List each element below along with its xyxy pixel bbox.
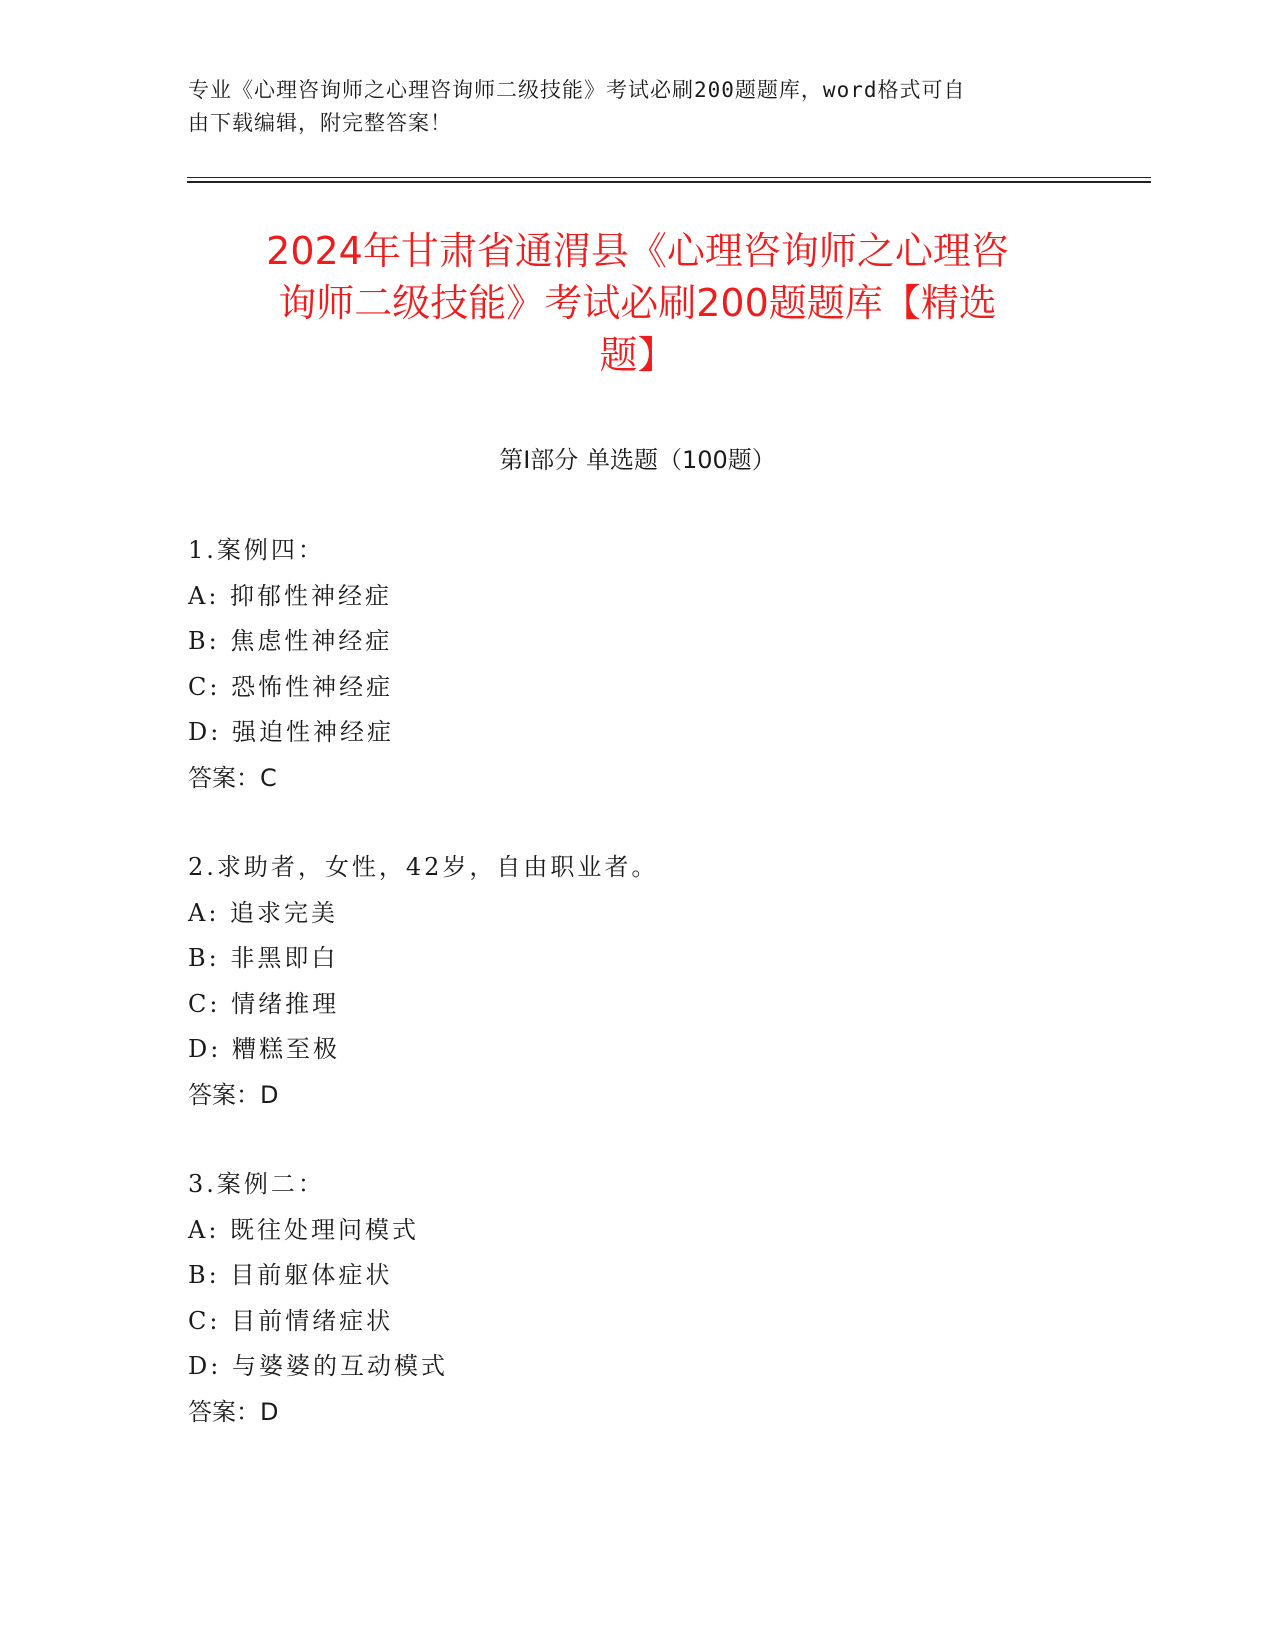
option-a: A: 追求完美 bbox=[188, 898, 339, 927]
intro-line-2: 由下载编辑，附完整答案！ bbox=[188, 111, 452, 135]
option-b: B: 目前躯体症状 bbox=[188, 1261, 393, 1289]
header-rule-thin bbox=[187, 177, 1151, 178]
option-c: C: 情绪推理 bbox=[188, 989, 340, 1018]
title-line-1: 2024年甘肃省通渭县《心理咨询师之心理咨 bbox=[266, 229, 1009, 273]
option-d: D: 糟糕至极 bbox=[188, 1035, 340, 1063]
answer: 答案：D bbox=[188, 1397, 279, 1426]
question-list bbox=[188, 528, 1138, 1479]
question-stem: 3.案例二： bbox=[188, 1170, 325, 1198]
question-stem: 2.求助者，女性，42岁，自由职业者。 bbox=[188, 853, 659, 881]
section-heading: 第Ⅰ部分 单选题（100题） bbox=[499, 446, 776, 474]
title-line-3: 题】 bbox=[599, 333, 676, 377]
option-b: B: 非黑即白 bbox=[188, 944, 339, 972]
page-title bbox=[150, 225, 1125, 381]
option-c: C: 恐怖性神经症 bbox=[188, 672, 394, 701]
answer: 答案：D bbox=[188, 1080, 279, 1109]
header-rule-thick bbox=[187, 181, 1151, 183]
question-2 bbox=[188, 845, 1138, 1118]
option-b: B: 焦虑性神经症 bbox=[188, 627, 393, 655]
intro-line-1: 专业《心理咨询师之心理咨询师二级技能》考试必刷200题题库，word格式可自 bbox=[188, 78, 966, 102]
option-a: A: 既往处理问模式 bbox=[188, 1215, 420, 1244]
question-3 bbox=[188, 1162, 1138, 1435]
option-c: C: 目前情绪症状 bbox=[188, 1306, 394, 1335]
intro-text bbox=[188, 74, 1088, 140]
option-d: D: 与婆婆的互动模式 bbox=[188, 1352, 448, 1380]
option-d: D: 强迫性神经症 bbox=[188, 718, 394, 746]
question-1 bbox=[188, 528, 1138, 801]
option-a: A: 抑郁性神经症 bbox=[188, 581, 393, 610]
title-line-2: 询师二级技能》考试必刷200题题库【精选 bbox=[278, 281, 997, 325]
question-stem: 1.案例四： bbox=[188, 536, 325, 564]
answer: 答案：C bbox=[188, 763, 277, 792]
